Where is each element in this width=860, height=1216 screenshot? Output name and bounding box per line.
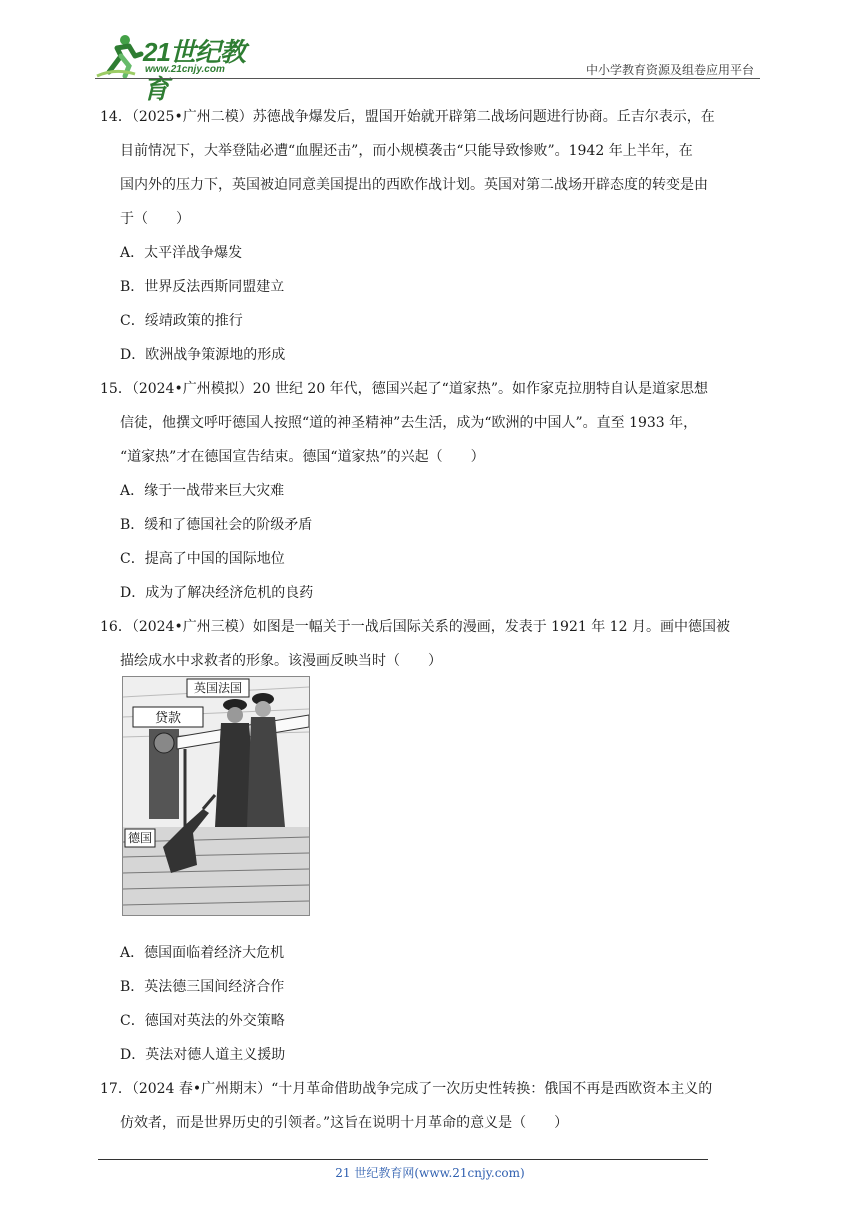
question-line: 目前情况下，大举登陆必遭“血腥还击”，而小规模袭击“只能导致惨败”。1942 年上半年，在 [120, 143, 693, 159]
question-line: 国内外的压力下，英国被迫同意美国提出的西欧作战计划。英国对第二战场开辟态度的转变是由 [120, 177, 708, 193]
header-divider [95, 78, 760, 79]
footer-divider [98, 1159, 708, 1160]
option-d[interactable]: D．英法对德人道主义援助 [120, 1047, 286, 1063]
logo-text: 21世纪教育 [143, 37, 245, 104]
option-a[interactable]: A．太平洋战争爆发 [120, 245, 243, 261]
logo-url: www.21cnjy.com [145, 64, 225, 75]
footer-link[interactable]: 21 世纪教育网(www.21cnjy.com) [335, 1166, 525, 1180]
question-line: 信徒，他撰文呼吁德国人按照“道的神圣精神”去生活，成为“欧洲的中国人”。直至 1933 年， [120, 415, 698, 431]
label-loan: 贷款 [154, 711, 182, 726]
question-line: 14．（2025•广州二模）苏德战争爆发后，盟国开始就开辟第二战场问题进行协商。丘吉尔表示，在 [100, 109, 715, 125]
question-line: 于（ ） [120, 211, 190, 227]
option-d[interactable]: D．欧洲战争策源地的形成 [120, 347, 286, 363]
question-15 [100, 372, 768, 610]
option-c[interactable]: C．绥靖政策的推行 [120, 313, 243, 329]
question-line: 17．（2024 春•广州期末）“十月革命借助战争完成了一次历史性转换：俄国不再是西欧资本主义的 [100, 1081, 713, 1097]
option-d[interactable]: D．成为了解决经济危机的良药 [120, 585, 314, 601]
question-list [100, 100, 768, 1140]
question-line: 仿效者，而是世界历史的引领者。”这旨在说明十月革命的意义是（ ） [120, 1115, 569, 1131]
question-line: 描绘成水中求救者的形象。该漫画反映当时（ ） [120, 653, 442, 669]
label-britain-france: 英国法国 [193, 681, 243, 695]
question-14 [100, 100, 768, 372]
cartoon-drawing [123, 677, 309, 915]
runner-logo-icon [95, 32, 145, 78]
option-a[interactable]: A．德国面临着经济大危机 [120, 945, 285, 961]
question-line: 15．（2024•广州模拟）20 世纪 20 年代，德国兴起了“道家热”。如作家克拉朋特自认是道家思想 [100, 381, 708, 397]
cartoon-image [122, 676, 310, 916]
page-header [95, 30, 760, 104]
label-germany: 德国 [127, 831, 153, 845]
question-line: “道家热”才在德国宣告结束。德国“道家热”的兴起（ ） [120, 449, 485, 465]
question-17 [100, 1072, 768, 1140]
option-a[interactable]: A．缘于一战带来巨大灾难 [120, 483, 285, 499]
site-logo[interactable] [95, 32, 265, 104]
option-b[interactable]: B．缓和了德国社会的阶级矛盾 [120, 517, 313, 533]
option-c[interactable]: C．德国对英法的外交策略 [120, 1013, 285, 1029]
option-b[interactable]: B．世界反法西斯同盟建立 [120, 279, 285, 295]
option-c[interactable]: C．提高了中国的国际地位 [120, 551, 285, 567]
platform-title: 中小学教育资源及组卷应用平台 [585, 63, 754, 77]
question-line: 16．（2024•广州三模）如图是一幅关于一战后国际关系的漫画，发表于 1921 年 12 月。画中德国被 [100, 619, 730, 635]
option-b[interactable]: B．英法德三国间经济合作 [120, 979, 285, 995]
